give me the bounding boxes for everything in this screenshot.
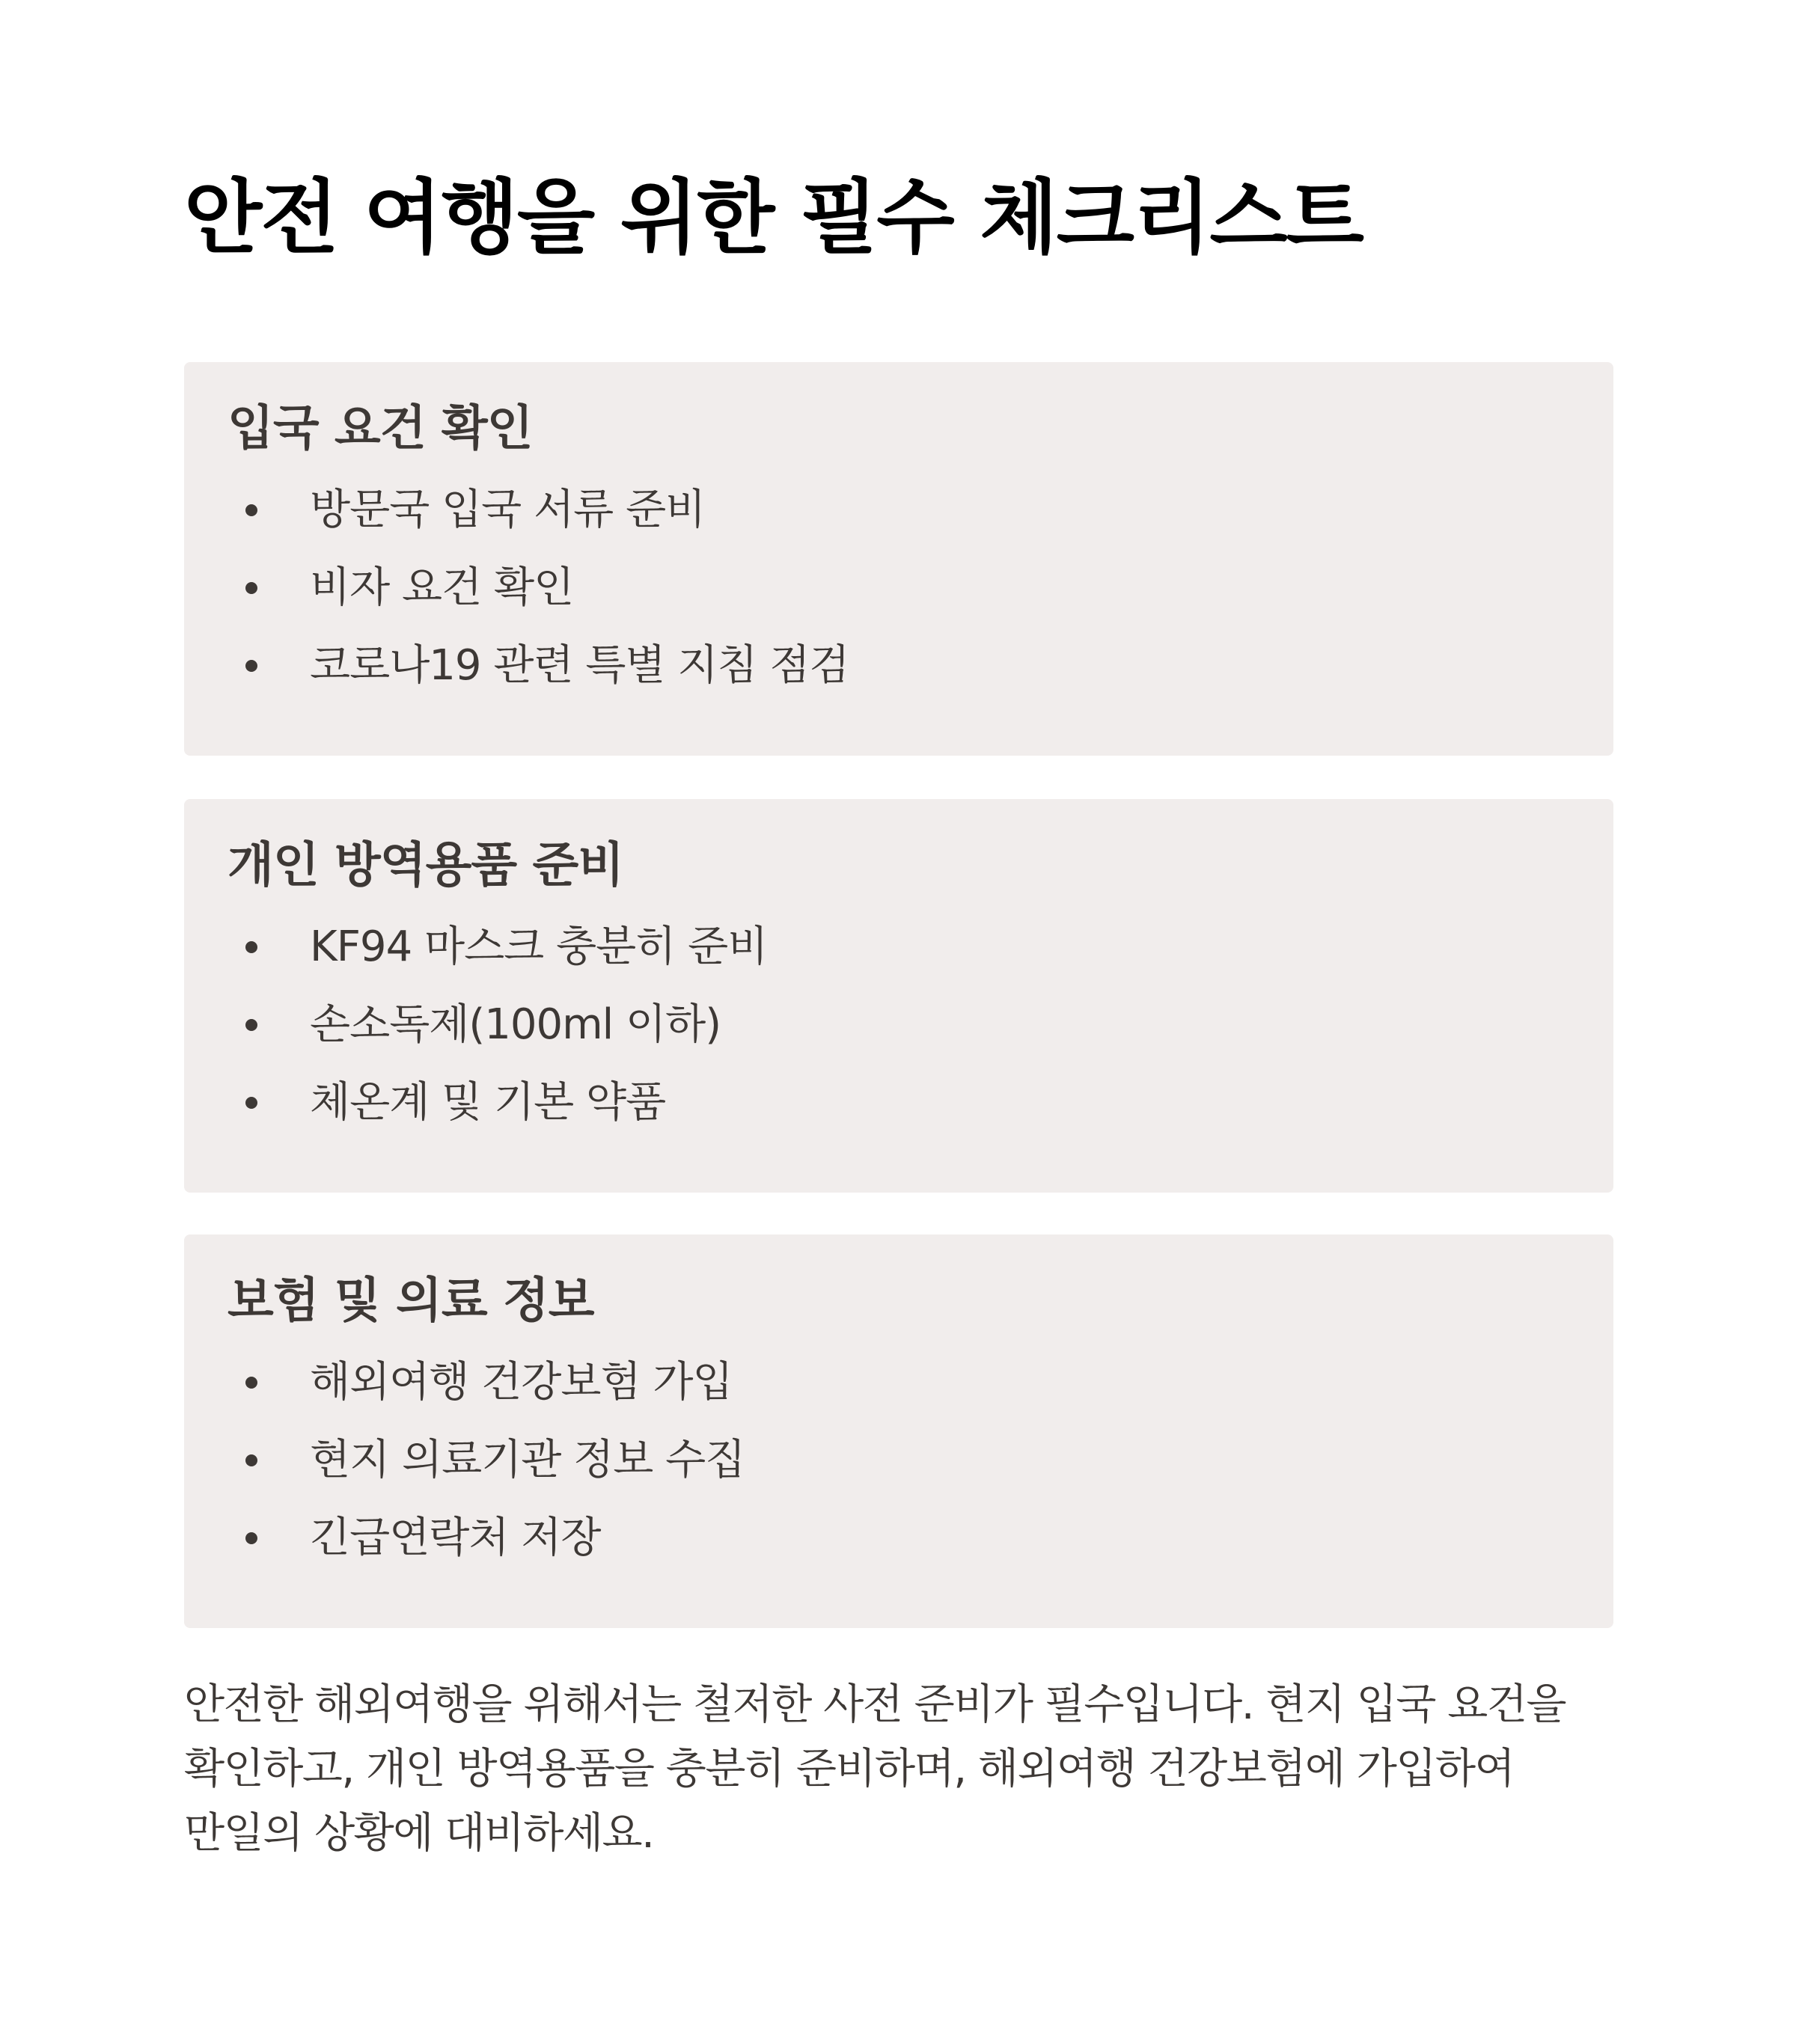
list-item-text: 코로나19 관련 특별 지침 점검 — [310, 641, 849, 690]
list-item-text: 해외여행 건강보험 가입 — [310, 1358, 733, 1407]
section-personal-protection — [184, 799, 1613, 1193]
section-entry-requirements — [184, 362, 1613, 756]
bullet-icon — [245, 582, 257, 594]
list-item — [227, 1064, 665, 1142]
list-item — [227, 471, 705, 549]
page-title: 안전 여행을 위한 필수 체크리스트 — [184, 171, 1363, 265]
bullet-icon — [245, 1019, 257, 1031]
list-item-text: 체온계 및 기본 약품 — [310, 1078, 666, 1127]
list-item — [227, 627, 849, 705]
list-item-text: KF94 마스크 충분히 준비 — [310, 922, 768, 971]
bullet-icon — [245, 1454, 257, 1466]
summary-paragraph: 안전한 해외여행을 위해서는 철저한 사전 준비가 필수입니다. 현지 입국 요건을 확인하고, 개인 방역용품을 충분히 준비하며, 해외여행 건강보험에 가입하여 만일의 상황에 대비하세요. — [184, 1680, 1566, 1858]
list-item-text: 현지 의료기관 정보 수집 — [310, 1436, 745, 1484]
list-item — [227, 1499, 600, 1577]
section-insurance-medical — [184, 1234, 1613, 1628]
list-item — [227, 1344, 733, 1422]
bullet-icon — [245, 504, 257, 516]
list-item — [227, 549, 573, 627]
list-item-text: 비자 요건 확인 — [310, 563, 574, 612]
list-item — [227, 1422, 745, 1499]
list-item-text: 손소독제(100ml 이하) — [310, 1000, 721, 1049]
bullet-icon — [245, 941, 257, 953]
list-item — [227, 908, 767, 986]
bullet-icon — [245, 1532, 257, 1544]
list-item-text: 긴급연락처 저장 — [310, 1514, 601, 1562]
list-item-text: 방문국 입국 서류 준비 — [310, 486, 706, 534]
section-heading: 개인 방역용품 준비 — [227, 838, 624, 893]
section-heading: 입국 요건 확인 — [227, 401, 533, 456]
list-item — [227, 986, 721, 1064]
bullet-icon — [245, 1377, 257, 1389]
bullet-icon — [245, 660, 257, 672]
bullet-icon — [245, 1097, 257, 1109]
section-heading: 보험 및 의료 정보 — [227, 1273, 594, 1329]
